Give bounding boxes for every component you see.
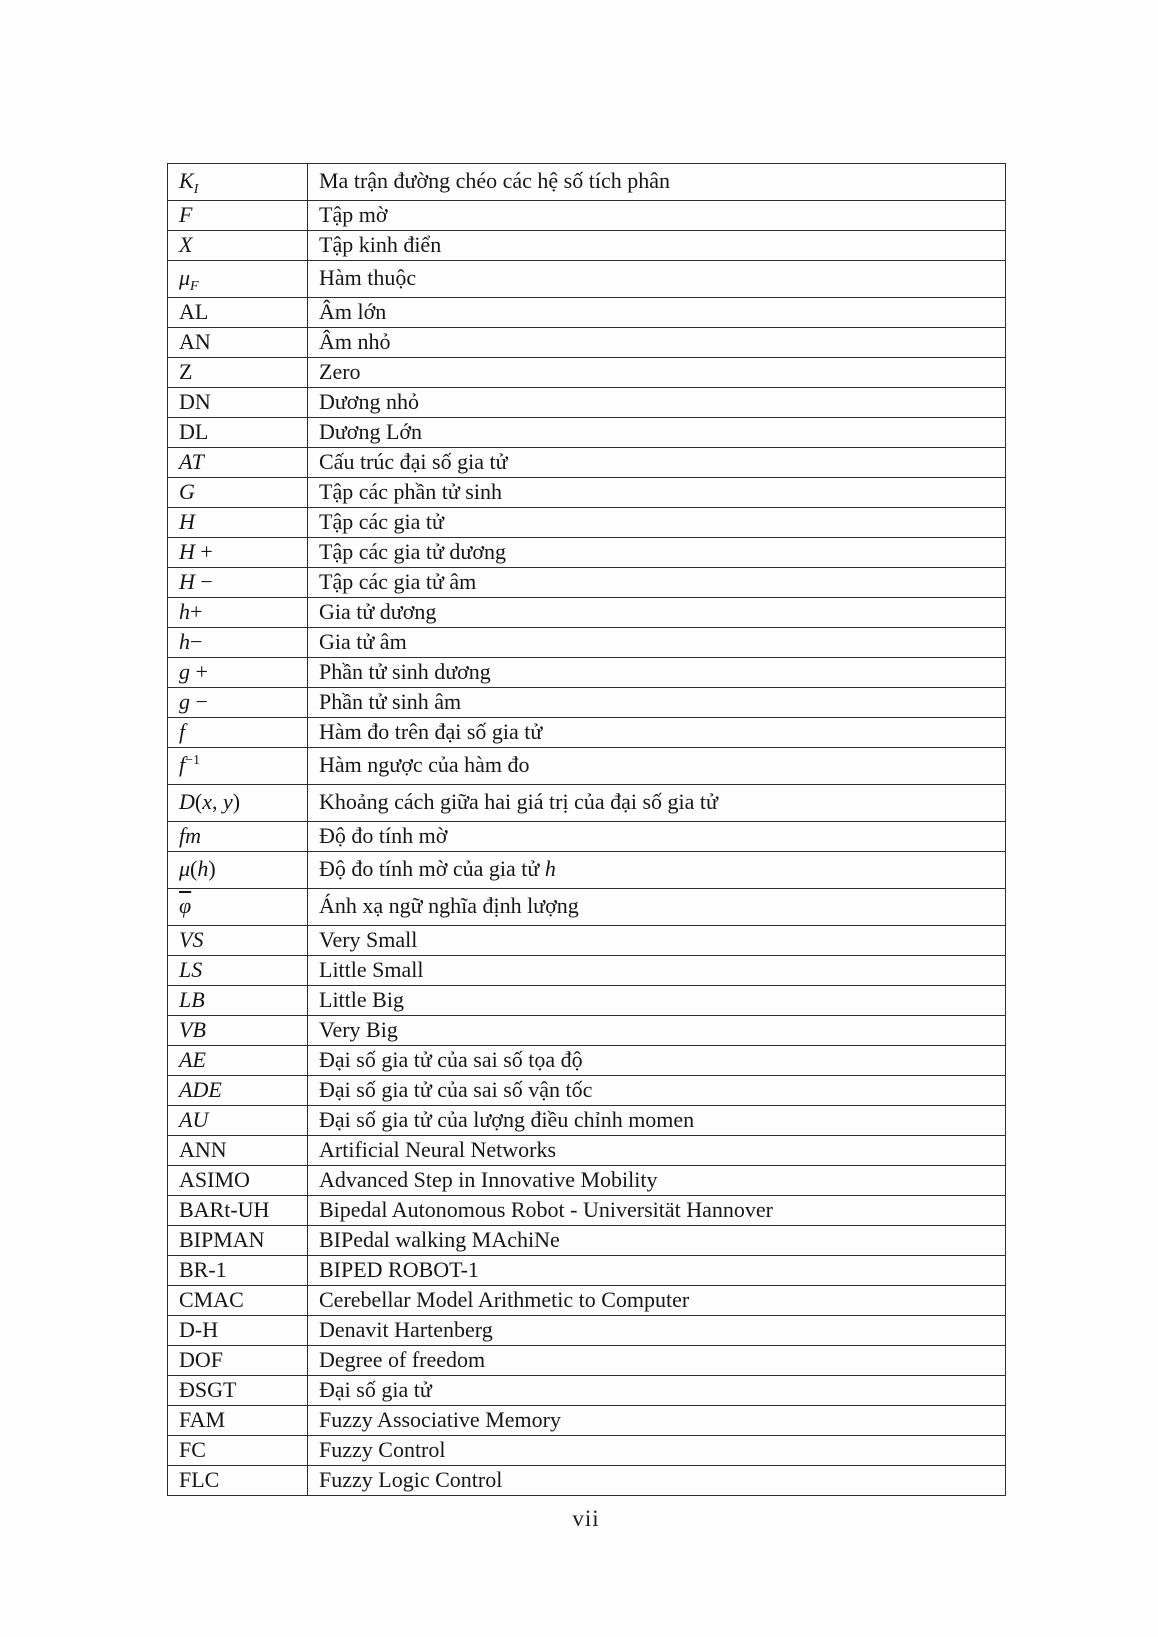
description-cell bbox=[308, 688, 1006, 718]
symbol-cell bbox=[168, 956, 308, 986]
table-row bbox=[168, 1076, 1006, 1106]
description-cell bbox=[308, 889, 1006, 926]
description-cell bbox=[308, 956, 1006, 986]
table-row bbox=[168, 1436, 1006, 1466]
symbol-cell bbox=[168, 231, 308, 261]
description-cell bbox=[308, 926, 1006, 956]
text-segment: Tập các gia tử âm bbox=[319, 568, 477, 594]
text-segment: Cấu trúc đại số gia tử bbox=[319, 448, 508, 474]
text-segment: Ma trận đường chéo các hệ số tích phân bbox=[319, 168, 670, 194]
text-segment: Very Big bbox=[319, 1016, 398, 1042]
text-segment: Tập các gia tử dương bbox=[319, 538, 506, 564]
text-segment: g bbox=[179, 658, 190, 684]
symbol-cell bbox=[168, 1466, 308, 1496]
text-segment: Artificial Neural Networks bbox=[319, 1136, 557, 1162]
text-segment: AU bbox=[179, 1106, 209, 1132]
text-segment: X bbox=[179, 231, 193, 257]
table-row bbox=[168, 748, 1006, 785]
text-segment: Âm nhỏ bbox=[319, 328, 391, 354]
text-segment: D bbox=[179, 789, 195, 815]
text-segment: Z bbox=[179, 358, 193, 384]
description-cell bbox=[308, 852, 1006, 889]
text-segment: Fuzzy Logic Control bbox=[319, 1466, 503, 1492]
text-segment: μ bbox=[179, 265, 191, 291]
text-segment: + bbox=[194, 538, 213, 564]
text-segment: Tập mờ bbox=[319, 201, 388, 227]
symbol-cell bbox=[168, 201, 308, 231]
text-segment: FLC bbox=[179, 1466, 220, 1492]
text-segment: Phần tử sinh dương bbox=[319, 658, 491, 684]
abbreviations-table-body bbox=[168, 164, 1006, 1496]
table-row bbox=[168, 785, 1006, 822]
symbol-cell bbox=[168, 1106, 308, 1136]
description-cell bbox=[308, 1466, 1006, 1496]
symbol-cell bbox=[168, 1346, 308, 1376]
symbol-cell bbox=[168, 358, 308, 388]
text-segment: , bbox=[211, 789, 223, 815]
text-segment: AN bbox=[179, 328, 211, 354]
subscript: F bbox=[190, 279, 199, 295]
table-row bbox=[168, 261, 1006, 298]
description-cell bbox=[308, 1106, 1006, 1136]
table-row bbox=[168, 418, 1006, 448]
symbol-cell bbox=[168, 1016, 308, 1046]
text-segment: Tập kinh điển bbox=[319, 231, 442, 257]
symbol-cell bbox=[168, 1376, 308, 1406]
text-segment: g bbox=[179, 688, 190, 714]
table-row bbox=[168, 538, 1006, 568]
text-segment: K bbox=[179, 168, 194, 194]
text-segment: G bbox=[179, 478, 195, 504]
text-segment: Gia tử âm bbox=[319, 628, 407, 654]
table-row bbox=[168, 1226, 1006, 1256]
table-row bbox=[168, 688, 1006, 718]
symbol-cell bbox=[168, 478, 308, 508]
text-segment: Đại số gia tử của lượng điều chỉnh momen bbox=[319, 1106, 695, 1132]
text-segment: Âm lớn bbox=[319, 298, 387, 324]
description-cell bbox=[308, 328, 1006, 358]
table-row bbox=[168, 628, 1006, 658]
text-segment: CMAC bbox=[179, 1286, 244, 1312]
description-cell bbox=[308, 1346, 1006, 1376]
description-cell bbox=[308, 718, 1006, 748]
description-cell bbox=[308, 1136, 1006, 1166]
symbol-cell bbox=[168, 1136, 308, 1166]
description-cell bbox=[308, 418, 1006, 448]
symbol-cell bbox=[168, 628, 308, 658]
description-cell bbox=[308, 508, 1006, 538]
text-segment: ) bbox=[232, 789, 241, 815]
text-segment: f bbox=[179, 752, 186, 778]
text-segment: ) bbox=[208, 856, 216, 882]
symbol-cell bbox=[168, 852, 308, 889]
text-segment: ADE bbox=[179, 1076, 222, 1102]
text-segment: BIPED ROBOT-1 bbox=[319, 1256, 479, 1282]
description-cell bbox=[308, 1316, 1006, 1346]
text-segment: ANN bbox=[179, 1136, 227, 1162]
description-cell bbox=[308, 1376, 1006, 1406]
description-cell bbox=[308, 231, 1006, 261]
description-cell bbox=[308, 1256, 1006, 1286]
text-segment: Zero bbox=[319, 358, 361, 384]
table-row bbox=[168, 448, 1006, 478]
description-cell bbox=[308, 1436, 1006, 1466]
text-segment: Denavit Hartenberg bbox=[319, 1316, 493, 1342]
text-segment: h bbox=[179, 598, 190, 624]
text-segment: x bbox=[202, 789, 212, 815]
symbol-cell bbox=[168, 1436, 308, 1466]
symbol-cell bbox=[168, 986, 308, 1016]
abbreviations-table bbox=[167, 163, 1006, 1496]
symbol-cell bbox=[168, 261, 308, 298]
description-cell bbox=[308, 1166, 1006, 1196]
text-segment: ( bbox=[194, 789, 203, 815]
text-segment: BIPMAN bbox=[179, 1226, 265, 1252]
table-row bbox=[168, 986, 1006, 1016]
symbol-cell bbox=[168, 1406, 308, 1436]
description-cell bbox=[308, 478, 1006, 508]
text-segment: Little Big bbox=[319, 986, 404, 1012]
text-segment: Hàm thuộc bbox=[319, 265, 417, 291]
text-segment: h bbox=[179, 628, 190, 654]
symbol-cell bbox=[168, 164, 308, 201]
symbol-cell bbox=[168, 508, 308, 538]
symbol-cell bbox=[168, 1076, 308, 1106]
symbol-cell bbox=[168, 1046, 308, 1076]
table-row bbox=[168, 1346, 1006, 1376]
symbol-cell bbox=[168, 658, 308, 688]
description-cell bbox=[308, 1226, 1006, 1256]
table-row bbox=[168, 1466, 1006, 1496]
table-row bbox=[168, 1256, 1006, 1286]
text-segment: AE bbox=[179, 1046, 206, 1072]
text-segment: μ bbox=[179, 856, 191, 882]
text-segment: BIPedal walking MAchiNe bbox=[319, 1226, 560, 1252]
table-row bbox=[168, 889, 1006, 926]
text-segment: FAM bbox=[179, 1406, 226, 1432]
table-row bbox=[168, 598, 1006, 628]
description-cell bbox=[308, 986, 1006, 1016]
text-segment: + bbox=[190, 598, 203, 624]
text-segment: BARt-UH bbox=[179, 1196, 270, 1222]
table-row bbox=[168, 568, 1006, 598]
description-cell bbox=[308, 1286, 1006, 1316]
text-segment: Cerebellar Model Arithmetic to Computer bbox=[319, 1286, 690, 1312]
text-segment: LS bbox=[179, 956, 203, 982]
table-row bbox=[168, 1136, 1006, 1166]
table-row bbox=[168, 358, 1006, 388]
description-cell bbox=[308, 358, 1006, 388]
text-segment: F bbox=[179, 201, 193, 227]
page-number: vii bbox=[572, 1506, 600, 1531]
table-row bbox=[168, 956, 1006, 986]
symbol-cell bbox=[168, 1256, 308, 1286]
text-segment: f bbox=[179, 718, 186, 744]
text-segment: VS bbox=[179, 926, 204, 952]
symbol-cell bbox=[168, 538, 308, 568]
symbol-cell bbox=[168, 328, 308, 358]
table-row bbox=[168, 658, 1006, 688]
text-segment: Hàm ngược của hàm đo bbox=[319, 752, 530, 778]
text-segment: fm bbox=[179, 822, 201, 848]
text-segment: Tập các phần tử sinh bbox=[319, 478, 502, 504]
symbol-cell bbox=[168, 418, 308, 448]
symbol-cell bbox=[168, 748, 308, 785]
table-row bbox=[168, 298, 1006, 328]
symbol-cell bbox=[168, 1166, 308, 1196]
description-cell bbox=[308, 201, 1006, 231]
text-segment: Tập các gia tử bbox=[319, 508, 444, 534]
description-cell bbox=[308, 164, 1006, 201]
table-row bbox=[168, 822, 1006, 852]
table-row bbox=[168, 1286, 1006, 1316]
symbol-cell bbox=[168, 1196, 308, 1226]
description-cell bbox=[308, 598, 1006, 628]
text-segment: BR-1 bbox=[179, 1256, 227, 1282]
table-row bbox=[168, 926, 1006, 956]
table-row bbox=[168, 508, 1006, 538]
table-row bbox=[168, 1016, 1006, 1046]
text-segment: Very Small bbox=[319, 926, 418, 952]
description-cell bbox=[308, 658, 1006, 688]
description-cell bbox=[308, 822, 1006, 852]
subscript: I bbox=[193, 182, 199, 198]
description-cell bbox=[308, 748, 1006, 785]
text-segment: Ánh xạ ngữ nghĩa định lượng bbox=[319, 893, 579, 919]
table-row bbox=[168, 718, 1006, 748]
text-segment: LB bbox=[179, 986, 205, 1012]
table-row bbox=[168, 1106, 1006, 1136]
text-segment: DN bbox=[179, 388, 211, 414]
description-cell bbox=[308, 568, 1006, 598]
table-row bbox=[168, 231, 1006, 261]
symbol-cell bbox=[168, 1226, 308, 1256]
symbol-cell bbox=[168, 785, 308, 822]
text-segment: AT bbox=[179, 448, 204, 474]
table-row bbox=[168, 201, 1006, 231]
text-segment: D-H bbox=[179, 1316, 219, 1342]
text-segment: Đại số gia tử của sai số tọa độ bbox=[319, 1046, 583, 1072]
text-segment: FC bbox=[179, 1436, 206, 1462]
table-row bbox=[168, 852, 1006, 889]
symbol-cell bbox=[168, 388, 308, 418]
table-row bbox=[168, 1046, 1006, 1076]
text-segment: DOF bbox=[179, 1346, 224, 1372]
symbol-cell bbox=[168, 598, 308, 628]
description-cell bbox=[308, 538, 1006, 568]
text-segment: Dương Lớn bbox=[319, 418, 423, 444]
text-segment: H bbox=[179, 568, 195, 594]
symbol-cell bbox=[168, 298, 308, 328]
text-segment: Độ đo tính mờ của gia tử bbox=[319, 856, 545, 882]
text-segment: Hàm đo trên đại số gia tử bbox=[319, 718, 543, 744]
symbol-cell bbox=[168, 568, 308, 598]
table-row bbox=[168, 1316, 1006, 1346]
description-cell bbox=[308, 1046, 1006, 1076]
description-cell bbox=[308, 1406, 1006, 1436]
text-segment: Dương nhỏ bbox=[319, 388, 419, 414]
table-row bbox=[168, 328, 1006, 358]
superscript: −1 bbox=[185, 753, 201, 769]
text-segment: + bbox=[190, 658, 208, 684]
text-segment: AL bbox=[179, 298, 209, 324]
text-segment: Gia tử dương bbox=[319, 598, 437, 624]
symbol-cell bbox=[168, 1316, 308, 1346]
text-segment: − bbox=[190, 628, 203, 654]
text-segment: − bbox=[190, 688, 208, 714]
description-cell bbox=[308, 298, 1006, 328]
text-segment: VB bbox=[179, 1016, 206, 1042]
text-segment: Đại số gia tử của sai số vận tốc bbox=[319, 1076, 593, 1102]
description-cell bbox=[308, 1016, 1006, 1046]
table-row bbox=[168, 1406, 1006, 1436]
text-segment: Bipedal Autonomous Robot - Universität Hannover bbox=[319, 1196, 773, 1222]
text-segment: Degree of freedom bbox=[319, 1346, 486, 1372]
symbol-cell bbox=[168, 926, 308, 956]
table-row bbox=[168, 1376, 1006, 1406]
description-cell bbox=[308, 1076, 1006, 1106]
text-segment: DL bbox=[179, 418, 209, 444]
symbol-cell bbox=[168, 718, 308, 748]
symbol-cell bbox=[168, 889, 308, 926]
symbol-cell bbox=[168, 1286, 308, 1316]
text-segment: Khoảng cách giữa hai giá trị của đại số gia tử bbox=[319, 789, 718, 815]
text-segment: y bbox=[222, 789, 233, 815]
text-segment: h bbox=[197, 856, 209, 882]
text-segment: Advanced Step in Innovative Mobility bbox=[319, 1166, 658, 1192]
table-row bbox=[168, 478, 1006, 508]
description-cell bbox=[308, 1196, 1006, 1226]
description-cell bbox=[308, 388, 1006, 418]
text-segment: Phần tử sinh âm bbox=[319, 688, 462, 714]
text-segment: ASIMO bbox=[179, 1166, 250, 1192]
table-row bbox=[168, 388, 1006, 418]
text-segment: Độ đo tính mờ bbox=[319, 822, 448, 848]
text-segment: ( bbox=[190, 856, 198, 882]
text-segment: Đại số gia tử bbox=[319, 1376, 432, 1402]
text-segment: ĐSGT bbox=[179, 1376, 237, 1402]
table-row bbox=[168, 1166, 1006, 1196]
symbol-cell bbox=[168, 688, 308, 718]
symbol-cell bbox=[168, 822, 308, 852]
text-segment: Fuzzy Control bbox=[319, 1436, 446, 1462]
description-cell bbox=[308, 628, 1006, 658]
text-segment: Fuzzy Associative Memory bbox=[319, 1406, 561, 1432]
symbol-cell bbox=[168, 448, 308, 478]
table-row bbox=[168, 1196, 1006, 1226]
text-segment: h bbox=[544, 856, 556, 882]
table-row bbox=[168, 164, 1006, 201]
text-segment: Little Small bbox=[319, 956, 424, 982]
description-cell bbox=[308, 261, 1006, 298]
text-segment: − bbox=[194, 568, 213, 594]
text-segment: $\overline{\varphi}$ bbox=[179, 893, 192, 919]
text-segment: H bbox=[179, 508, 195, 534]
description-cell bbox=[308, 785, 1006, 822]
description-cell bbox=[308, 448, 1006, 478]
text-segment: H bbox=[179, 538, 195, 564]
